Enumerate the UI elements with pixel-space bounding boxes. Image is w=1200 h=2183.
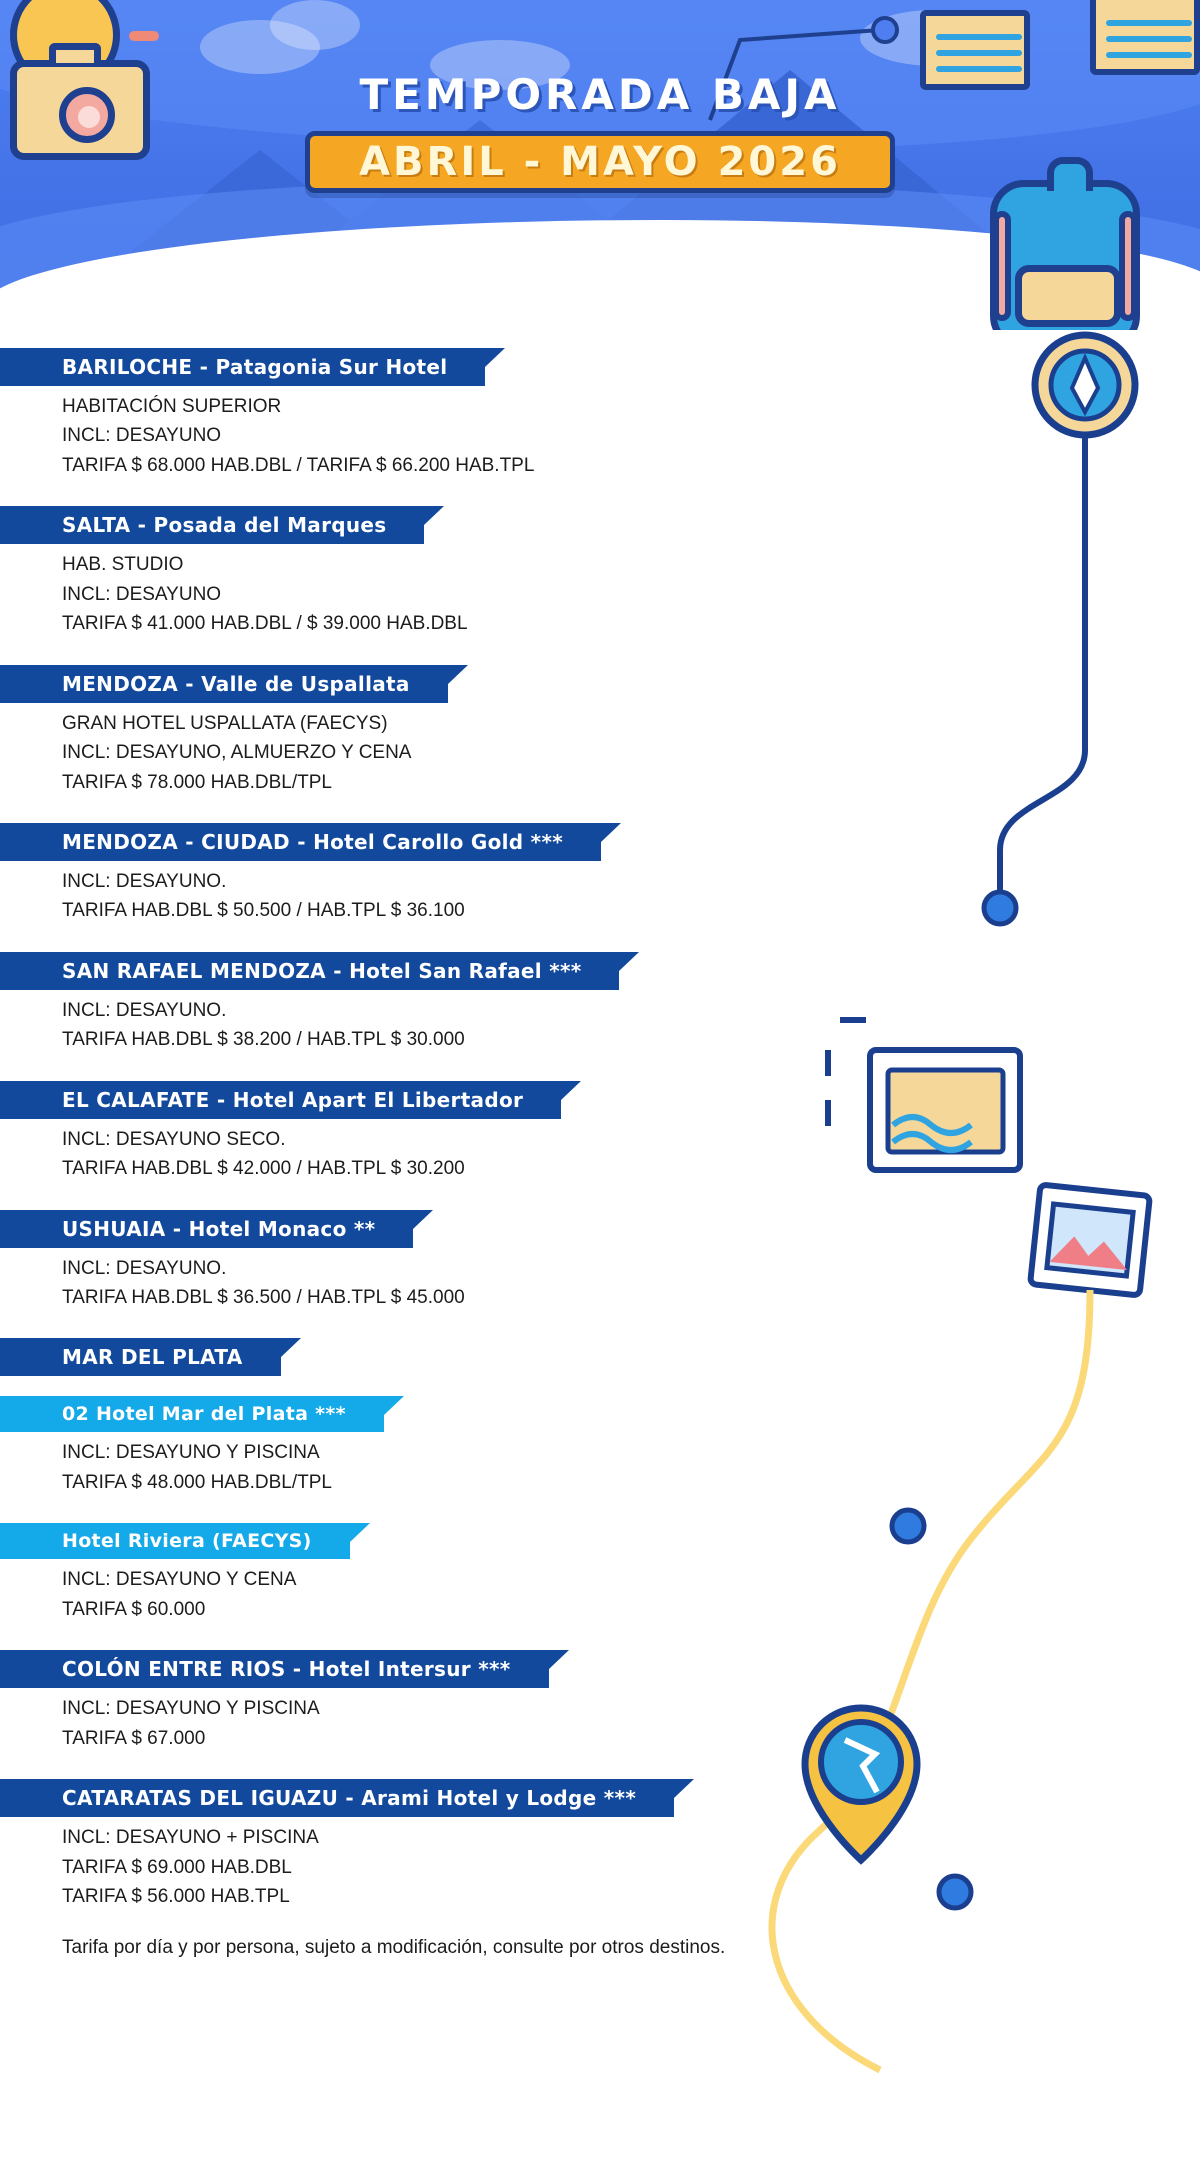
listing-line: TARIFA $ 78.000 HAB.DBL/TPL <box>62 771 332 793</box>
listing-heading: BARILOCHE - Patagonia Sur Hotel <box>0 348 485 386</box>
listing-heading: SAN RAFAEL MENDOZA - Hotel San Rafael *** <box>0 952 619 990</box>
listing-details <box>62 550 1200 638</box>
listing-details <box>62 996 1200 1055</box>
listing-line: TARIFA $ 69.000 HAB.DBL <box>62 1856 292 1878</box>
poster-header <box>0 0 1200 330</box>
listings <box>0 330 1200 1959</box>
listing-line: TARIFA $ 60.000 <box>62 1598 206 1620</box>
listing-item <box>0 823 1200 926</box>
listing-heading: MENDOZA - CIUDAD - Hotel Carollo Gold *** <box>0 823 601 861</box>
listing-item <box>0 1779 1200 1911</box>
listing-line: INCL: DESAYUNO + PISCINA <box>62 1827 319 1849</box>
listing-line: INCL: DESAYUNO. <box>62 870 227 892</box>
listing-details <box>62 1438 1200 1497</box>
listing-line: INCL: DESAYUNO <box>62 583 222 605</box>
poster-title: TEMPORADA BAJA <box>359 70 841 119</box>
postcard-icon <box>1090 0 1200 75</box>
listing-item <box>0 665 1200 797</box>
listing-item <box>0 1081 1200 1184</box>
listing-line: TARIFA HAB.DBL $ 36.500 / HAB.TPL $ 45.000 <box>62 1287 465 1308</box>
listing-item <box>0 952 1200 1055</box>
listing-line: HABITACIÓN SUPERIOR <box>62 396 282 417</box>
listing-details <box>62 1823 1200 1911</box>
listing-line: TARIFA $ 56.000 HAB.TPL <box>62 1885 290 1907</box>
listing-line: INCL: DESAYUNO Y CENA <box>62 1569 297 1591</box>
listing-details <box>62 1565 1200 1624</box>
listing-line: INCL: DESAYUNO Y PISCINA <box>62 1442 320 1464</box>
listing-heading: Hotel Riviera (FAECYS) <box>0 1523 350 1559</box>
listing-line: INCL: DESAYUNO. <box>62 999 227 1021</box>
backpack-icon <box>990 180 1140 330</box>
listing-item <box>0 1210 1200 1313</box>
season-label: ABRIL - MAYO 2026 <box>359 139 841 185</box>
listing-heading: CATARATAS DEL IGUAZU - Arami Hotel y Lodge *** <box>0 1779 674 1817</box>
listing-line: TARIFA $ 67.000 <box>62 1727 206 1749</box>
listing-line: TARIFA HAB.DBL $ 42.000 / HAB.TPL $ 30.200 <box>62 1158 465 1180</box>
listing-heading: 02 Hotel Mar del Plata *** <box>0 1396 384 1432</box>
listing-group-mar-del-plata <box>0 1338 1200 1376</box>
listing-line: INCL: DESAYUNO SECO. <box>62 1128 286 1150</box>
listing-heading: SALTA - Posada del Marques <box>0 506 424 544</box>
listing-line: INCL: DESAYUNO, ALMUERZO Y CENA <box>62 742 412 764</box>
listing-heading: USHUAIA - Hotel Monaco ** <box>0 1210 413 1248</box>
title-block <box>0 70 1200 193</box>
listing-line: HAB. STUDIO <box>62 554 184 576</box>
listing-details <box>62 392 1200 480</box>
listing-item <box>0 348 1200 480</box>
listing-line: TARIFA HAB.DBL $ 50.500 / HAB.TPL $ 36.100 <box>62 900 465 922</box>
cloud-icon <box>270 0 360 50</box>
listing-line: INCL: DESAYUNO <box>62 425 222 447</box>
listing-line: INCL: DESAYUNO Y PISCINA <box>62 1698 320 1720</box>
listing-details <box>62 709 1200 797</box>
listing-line: TARIFA $ 68.000 HAB.DBL / TARIFA $ 66.200 HAB.TPL <box>62 454 535 476</box>
listing-details <box>62 867 1200 926</box>
listing-line: TARIFA HAB.DBL $ 38.200 / HAB.TPL $ 30.000 <box>62 1029 465 1051</box>
listing-details <box>62 1694 1200 1753</box>
listing-line: GRAN HOTEL USPALLATA (FAECYS) <box>62 712 388 734</box>
listing-heading: COLÓN ENTRE RIOS - Hotel Intersur *** <box>0 1650 549 1688</box>
listing-line: TARIFA $ 48.000 HAB.DBL/TPL <box>62 1471 332 1493</box>
group-heading: MAR DEL PLATA <box>0 1338 281 1376</box>
footnote: Tarifa por día y por persona, sujeto a modificación, consulte por otros destinos. <box>62 1937 726 1959</box>
listing-item <box>0 1523 1200 1624</box>
listing-details <box>62 1125 1200 1184</box>
listing-heading: EL CALAFATE - Hotel Apart El Libertador <box>0 1081 561 1119</box>
listing-heading: MENDOZA - Valle de Uspallata <box>0 665 448 703</box>
listing-item <box>0 1396 1200 1497</box>
listing-details <box>62 1254 1200 1313</box>
listing-item <box>0 506 1200 638</box>
listing-line: TARIFA $ 41.000 HAB.DBL / $ 39.000 HAB.DBL <box>62 613 468 635</box>
season-banner <box>305 131 895 193</box>
listing-item <box>0 1650 1200 1753</box>
listing-line: INCL: DESAYUNO. <box>62 1257 227 1279</box>
